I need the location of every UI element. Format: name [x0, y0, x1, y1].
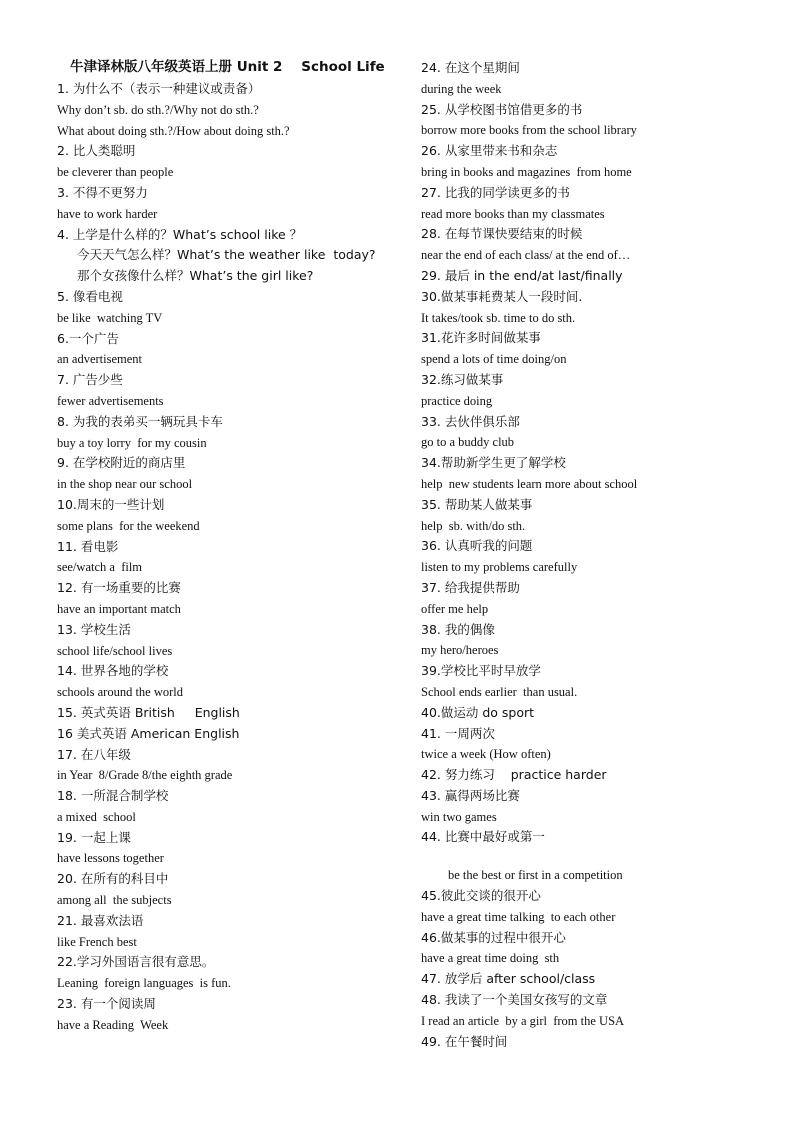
vocab-item-chinese: 1. 为什么不（表示一种建议或责备）: [57, 81, 261, 96]
vocab-item-chinese: 43. 赢得两场比赛: [421, 787, 520, 803]
vocab-item-english: Why don’t sb. do sth.?/Why not do sth.?: [57, 102, 259, 117]
vocab-item-english: my hero/heroes: [421, 643, 499, 658]
vocab-item-chinese: 46.做某事的过程中很开心: [421, 929, 566, 945]
vocab-item-english: borrow more books from the school library: [421, 123, 637, 138]
vocab-item-english: in the shop near our school: [57, 477, 193, 492]
vocab-item-chinese: 12. 有一场重要的比赛: [57, 580, 181, 596]
vocab-item-chinese: 8. 为我的表弟买一辆玩具卡车: [57, 413, 223, 429]
vocab-item-english: in Year 8/Grade 8/the eighth grade: [57, 768, 233, 783]
vocab-item-chinese: 38. 我的偶像: [421, 621, 495, 637]
vocab-item-english: during the week: [421, 81, 502, 96]
vocab-item-english: like French best: [57, 934, 137, 949]
left-column: [57, 79, 417, 1036]
vocab-item-chinese: 20. 在所有的科目中: [57, 871, 169, 887]
vocab-item-chinese: 31.花许多时间做某事: [421, 330, 541, 346]
vocab-item-chinese: 26. 从家里带来书和杂志: [421, 143, 558, 159]
vocab-item-english: a mixed school: [57, 809, 136, 824]
vocab-item-english: buy a toy lorry for my cousin: [57, 435, 207, 450]
vocab-item-english: It takes/took sb. time to do sth.: [421, 310, 576, 325]
vocab-item-english: school life/school lives: [57, 643, 173, 658]
vocab-item-english: have an important match: [57, 601, 181, 616]
vocab-item-english: be like watching TV: [57, 310, 163, 325]
vocab-item-english: an advertisement: [57, 352, 143, 367]
vocab-item-english: spend a lots of time doing/on: [421, 352, 567, 367]
vocab-item-chinese: 今天天气怎么样？What’s the weather like today?: [77, 247, 376, 263]
vocab-item-english: help sb. with/do sth.: [421, 518, 526, 533]
vocab-item-english: listen to my problems carefully: [421, 560, 578, 575]
vocab-item-english: go to a buddy club: [421, 435, 515, 450]
vocab-item-english: among all the subjects: [57, 893, 172, 908]
vocab-item-chinese: 14. 世界各地的学校: [57, 663, 169, 679]
vocab-item-english: What about doing sth.?/How about doing sth.?: [57, 123, 290, 138]
vocab-item-chinese: 25. 从学校图书馆借更多的书: [421, 101, 583, 117]
vocab-item-chinese: 4. 上学是什么样的？What’s school like ？: [57, 226, 303, 242]
vocab-item-chinese: 48. 我读了一个美国女孩写的文章: [421, 992, 608, 1008]
vocab-item-english: see/watch a film: [57, 560, 143, 575]
vocab-item-chinese: 7. 广告少些: [57, 372, 123, 388]
vocab-item-chinese: 42. 努力练习 practice harder: [421, 767, 607, 783]
vocab-item-english: have lessons together: [57, 851, 164, 866]
vocab-item-chinese: 21. 最喜欢法语: [57, 912, 144, 928]
vocab-item-english: be cleverer than people: [57, 165, 174, 180]
vocab-item-chinese: 10.周末的一些计划: [57, 496, 165, 512]
vocab-item-english: I read an article by a girl from the USA: [421, 1013, 625, 1028]
vocab-item-english: have a Reading Week: [57, 1017, 169, 1032]
vocab-item-chinese: 17. 在八年级: [57, 746, 131, 762]
vocab-item-chinese: 47. 放学后 after school/class: [421, 971, 596, 987]
vocab-item-english: have a great time talking to each other: [421, 909, 616, 924]
vocab-item-english: help new students learn more about school: [421, 476, 638, 491]
vocab-item-chinese: 27. 比我的同学读更多的书: [421, 184, 570, 200]
vocab-item-chinese: 30.做某事耗费某人一段时间.: [421, 288, 583, 304]
vocab-item-english: schools around the world: [57, 685, 184, 700]
vocab-item-chinese: 29. 最后 in the end/at last/finally: [421, 267, 623, 283]
vocab-item-chinese: 2. 比人类聪明: [57, 143, 136, 159]
vocab-item-chinese: 33. 去伙伴俱乐部: [421, 413, 520, 429]
vocab-item-english: be the best or first in a competition: [448, 868, 623, 883]
vocab-item-english: have to work harder: [57, 206, 158, 221]
vocab-item-english: fewer advertisements: [57, 393, 164, 408]
vocab-item-chinese: 45.彼此交谈的很开心: [421, 888, 541, 904]
vocab-item-english: read more books than my classmates: [421, 206, 605, 221]
vocab-item-chinese: 49. 在午餐时间: [421, 1033, 508, 1049]
vocab-item-chinese: 35. 帮助某人做某事: [421, 496, 533, 512]
vocab-item-chinese: 16 美式英语 American English: [57, 725, 240, 741]
vocab-item-english: offer me help: [421, 601, 489, 616]
vocab-item-chinese: 9. 在学校附近的商店里: [57, 455, 186, 471]
vocab-item-chinese: 那个女孩像什么样？What’s the girl like?: [77, 268, 314, 284]
vocab-item-chinese: 19. 一起上课: [57, 829, 131, 845]
vocab-item-english: practice doing: [421, 393, 493, 408]
vocab-item-chinese: 22.学习外国语言很有意思。: [57, 954, 215, 970]
vocab-item-chinese: 24. 在这个星期间: [421, 60, 520, 75]
vocab-item-english: twice a week (How often): [421, 747, 551, 762]
vocab-item-chinese: 6.一个广告: [57, 330, 119, 346]
vocab-item-chinese: 5. 像看电视: [57, 288, 123, 304]
vocab-item-english: win two games: [421, 809, 497, 824]
vocab-item-english: near the end of each class/ at the end of…: [421, 248, 631, 263]
vocab-item-chinese: 32.练习做某事: [421, 371, 504, 387]
vocab-item-chinese: 11. 看电影: [57, 538, 119, 554]
vocab-item-chinese: 36. 认真听我的问题: [421, 538, 533, 554]
vocab-item-english: some plans for the weekend: [57, 518, 200, 533]
vocab-item-chinese: 34.帮助新学生更了解学校: [421, 455, 566, 471]
document-title: 牛津译林版八年级英语上册 Unit 2 School Life: [70, 59, 385, 75]
vocab-item-english: have a great time doing sth: [421, 951, 560, 966]
vocab-item-chinese: 23. 有一个阅读周: [57, 996, 156, 1012]
vocab-item-chinese: 3. 不得不更努力: [57, 184, 148, 200]
vocab-item-chinese: 41. 一周两次: [421, 725, 495, 741]
vocab-item-chinese: 28. 在每节课快要结束的时候: [421, 226, 583, 242]
vocab-item-english: Leaning foreign languages is fun.: [57, 976, 231, 991]
right-column: [421, 58, 781, 1052]
vocab-item-chinese: 37. 给我提供帮助: [421, 579, 520, 595]
vocab-item-chinese: 13. 学校生活: [57, 621, 131, 637]
vocab-item-chinese: 40.做运动 do sport: [421, 704, 535, 720]
vocab-item-english: School ends earlier than usual.: [421, 684, 578, 699]
vocab-item-chinese: 39.学校比平时早放学: [421, 663, 541, 679]
vocab-item-chinese: 18. 一所混合制学校: [57, 788, 169, 804]
vocab-item-chinese: 44. 比赛中最好或第一: [421, 829, 545, 845]
vocab-item-english: bring in books and magazines from home: [421, 164, 632, 179]
vocab-item-chinese: 15. 英式英语 British English: [57, 704, 240, 720]
